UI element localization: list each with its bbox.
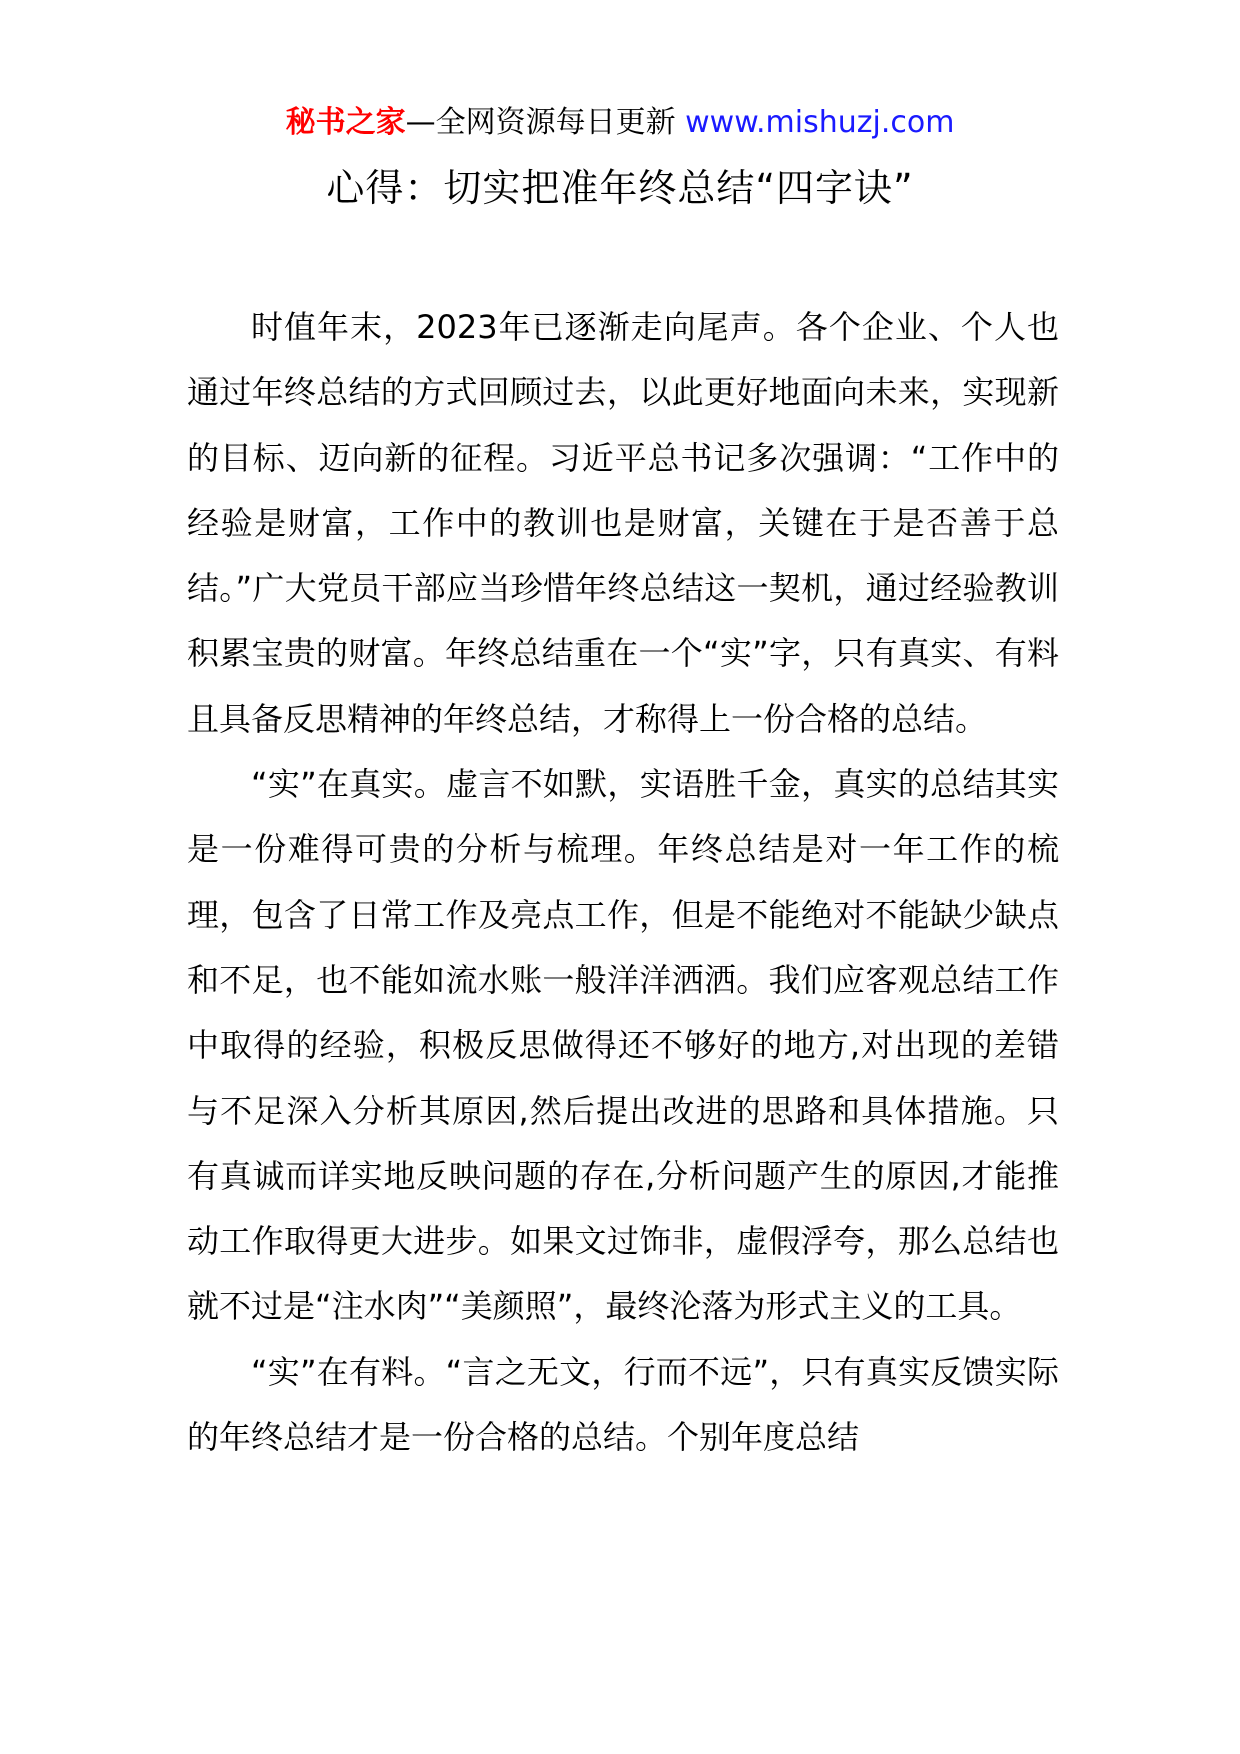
paragraph-truthful: “实”在真实。虚言不如默，实语胜千金，真实的总结其实是一份难得可贵的分析与梳理。年终总结是对一年工作的梳理，包含了日常工作及亮点工作，但是不能绝对不能缺少缺点和不足，也不能如流水账一般洋洋洒洒。我们应客观总结工作中取得的经验，积极反思做得还不够好的地方,对出现的差错与不足深入分析其原因,然后提出改进的思路和具体措施。只有真诚而详实地反映问题的存在,分析问题产生的原因,才能推动工作取得更大进步。如果文过饰非，虚假浮夸，那么总结也就不过是“注水肉”“美颜照”，最终沦落为形式主义的工具。 (187, 765, 1059, 1326)
paragraph-substance: “实”在有料。“言之无文，行而不远”，只有真实反馈实际的年终总结才是一份合格的总结。个别年度总结 (187, 1352, 1059, 1457)
site-url-link[interactable]: www.mishuzj.com (685, 105, 955, 140)
brand-name: 秘书之家 (285, 105, 406, 140)
document-title: 心得：切实把准年终总结“四字诀” (326, 166, 914, 210)
site-tagline: —全网资源每日更新 (405, 105, 676, 140)
site-header (0, 103, 1240, 143)
document-body (187, 295, 1059, 1470)
paragraph-intro: 时值年末，2023年已逐渐走向尾声。各个企业、个人也通过年终总结的方式回顾过去，以此更好地面向未来，实现新的目标、迈向新的征程。习近平总书记多次强调：“工作中的经验是财富，工作中的教训也是财富，关键在于是否善于总结。”广大党员干部应当珍惜年终总结这一契机，通过经验教训积累宝贵的财富。年终总结重在一个“实”字，只有真实、有料且具备反思精神的年终总结，才称得上一份合格的总结。 (187, 308, 1059, 738)
